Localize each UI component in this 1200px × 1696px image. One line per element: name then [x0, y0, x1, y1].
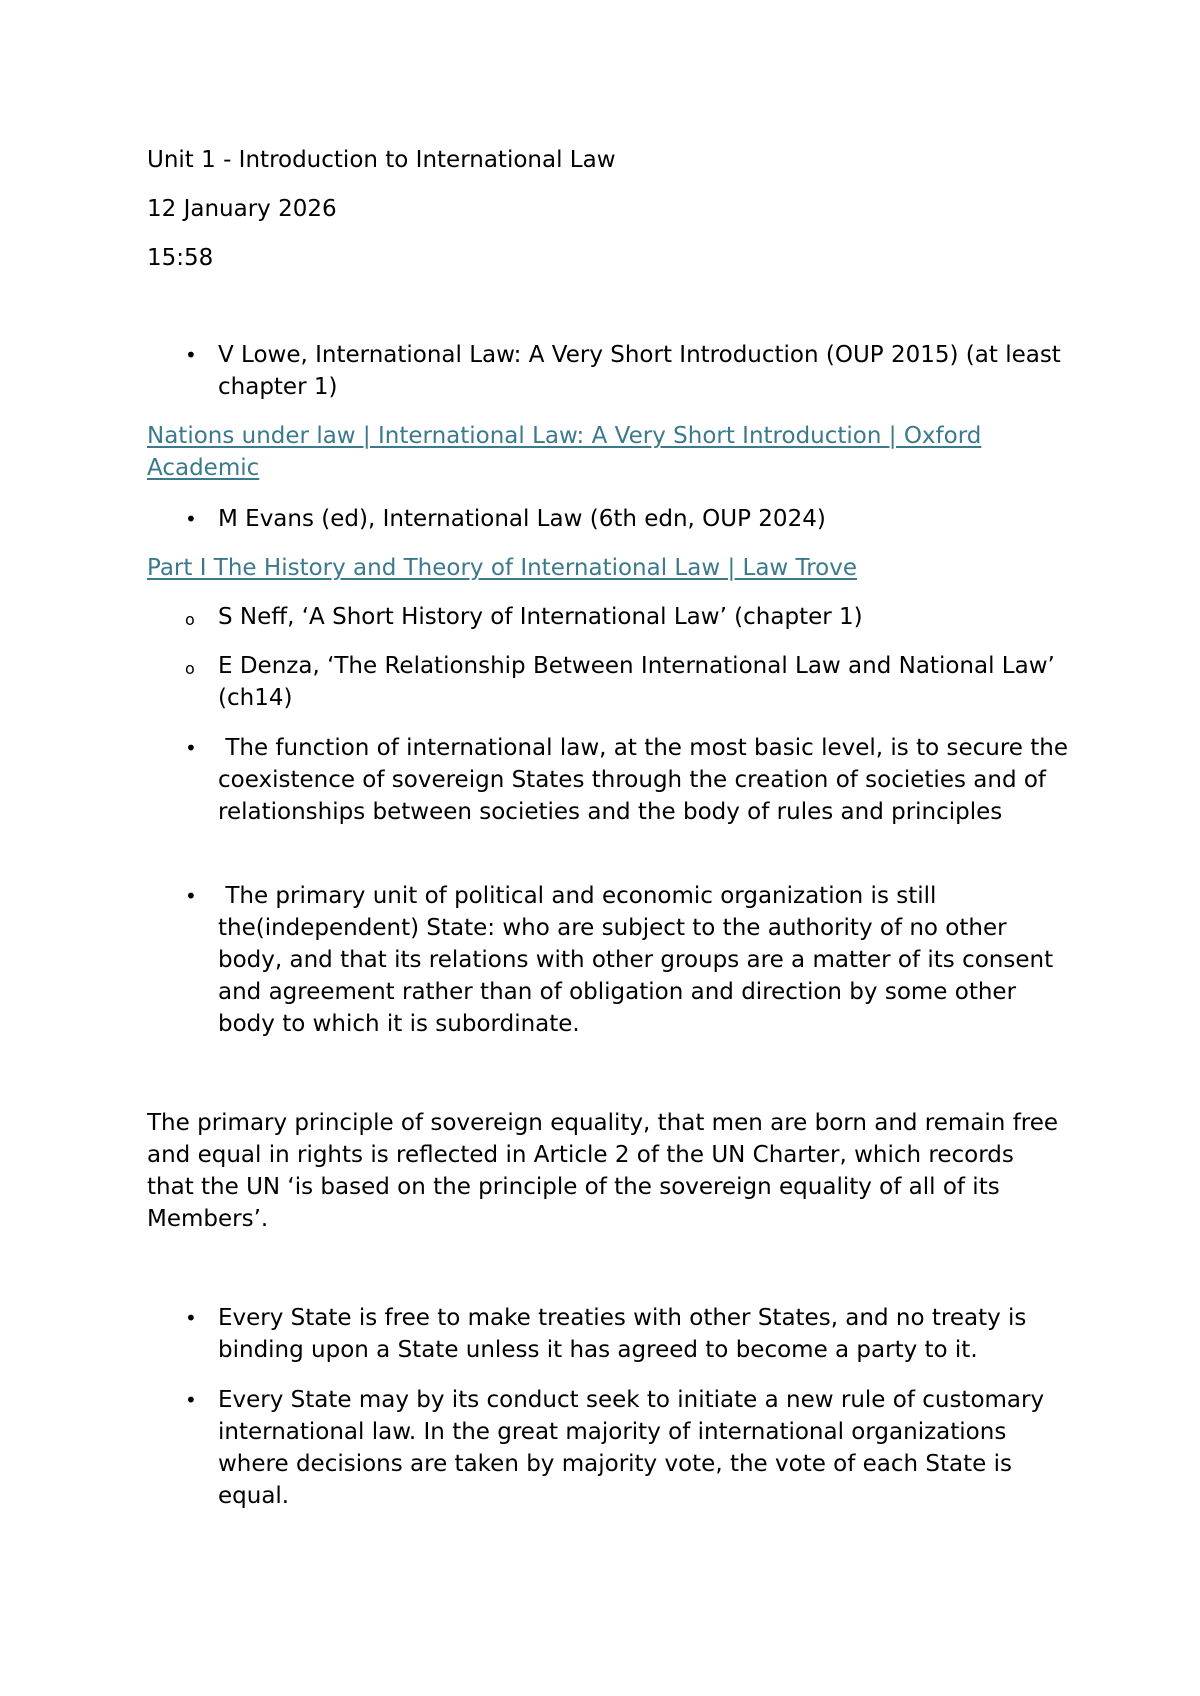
list-item-text: S Neff, ‘A Short History of International Law’ (chapter 1) [218, 604, 863, 630]
sub-bullet-marker: o [185, 610, 195, 629]
list-item-text: Every State may by its conduct seek to initiate a new rule of customary international law. In the great majority of international organizations where decisions are taken by majority vote, the vote of each State is equal. [218, 1387, 1045, 1509]
bullet-marker: • [185, 343, 197, 367]
page-title: Unit 1 - Introduction to International Law [147, 147, 616, 173]
page-time: 15:58 [147, 245, 214, 271]
list-item-treaties [185, 1302, 1068, 1366]
list-item-evans [185, 503, 1068, 535]
list-item-text: E Denza, ‘The Relationship Between International Law and National Law’ (ch14) [218, 653, 1055, 711]
link-law-trove[interactable] [147, 552, 1067, 584]
list-item-text: Every State is free to make treaties with other States, and no treaty is binding upon a State unless it has agreed to become a party to it. [218, 1305, 1027, 1363]
sub-list-item-denza [185, 650, 1068, 714]
page-date: 12 January 2026 [147, 196, 337, 222]
bullet-marker: • [185, 507, 197, 531]
bullet-marker: • [185, 736, 197, 760]
list-item-text: The primary unit of political and economic organization is still the(independent) State: who are subject to the authority of no other body, and that its relations with other groups are a matter of its consent and agreement rather than of obligation and direction by some other body to which it is subordinate. [218, 883, 1061, 1037]
list-item-text: V Lowe, International Law: A Very Short Introduction (OUP 2015) (at least chapter 1) [218, 342, 1061, 400]
list-item-lowe [185, 339, 1068, 403]
list-item-primary-unit [185, 880, 1068, 1040]
bullet-marker: • [185, 1388, 197, 1412]
list-item-text: M Evans (ed), International Law (6th edn, OUP 2024) [218, 506, 826, 532]
paragraph-sovereign-equality: The primary principle of sovereign equality, that men are born and remain free and equal in rights is reflected in Article 2 of the UN Charter, which records that the UN ‘is based on the principle of the sovereign equality of all of its Members’. [147, 1110, 1059, 1232]
link-text[interactable]: Part I The History and Theory of International Law | Law Trove [147, 555, 858, 581]
sub-bullet-marker: o [185, 659, 195, 678]
link-nations-under-law[interactable] [147, 420, 1067, 484]
link-text[interactable]: Nations under law | International Law: A Very Short Introduction | Oxford Academic [147, 423, 982, 481]
sub-list-item-neff [185, 601, 1068, 633]
list-item-function [185, 732, 1076, 828]
list-item-customary [185, 1384, 1068, 1512]
list-item-text: The function of international law, at the most basic level, is to secure the coexistence of sovereign States through the creation of societies and of relationships between societies and the body of rules and principles [218, 735, 1076, 825]
bullet-marker: • [185, 884, 197, 908]
bullet-marker: • [185, 1306, 197, 1330]
